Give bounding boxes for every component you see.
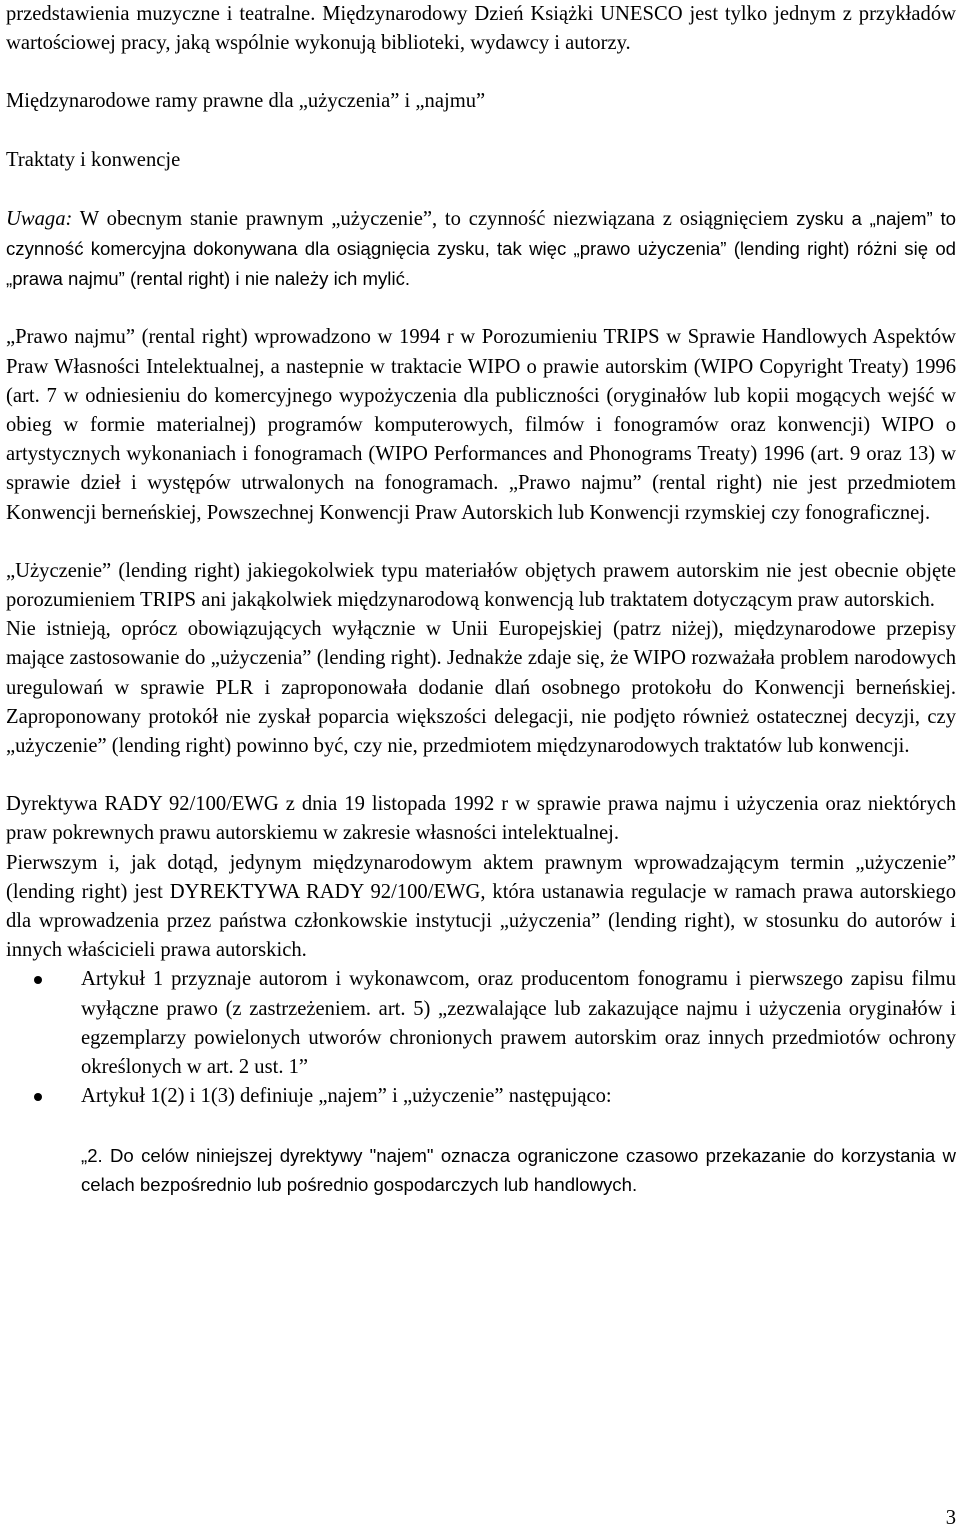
- article-list: [6, 965, 956, 1111]
- note-sans-text: zysku a „najem” to czynność komercyjna dokonywana dla osiągnięcia zysku, tak więc „prawo użyczenia” (lending right) różni się od „prawa najmu” (rental right) i nie należy ich mylić.: [6, 207, 957, 290]
- list-item: [6, 1082, 956, 1111]
- bullet-icon: [34, 976, 42, 984]
- rental-right-paragraph: „Prawo najmu” (rental right) wprowadzono w 1994 r w Porozumieniu TRIPS w Sprawie Handlowych Aspektów Praw Własności Intelektualnej, a nastepnie w traktacie WIPO o prawie autorskim (WIPO Copyright Treaty) 1996 (art. 7 w odniesieniu do komercyjnego wypożyczenia dla publiczności (oryginałów lub kopii mogących wejść w obieg w formie materialnej) programów komputerowych, filmów i fonogramów oraz konwencji) WIPO o artystycznych wykonaniach i fonogramach (WIPO Performances and Phonograms Treaty) 1996 (art. 9 oraz 13) w sprawie dzieł i występów utrwalonych na fonogramach. „Prawo najmu” (rental right) nie jest przedmiotem Konwencji berneńskiej, Powszechnej Konwencji Praw Autorskich lub Konwencji rzymskiej czy fonograficznej.: [6, 326, 956, 524]
- list-item-text: Artykuł 1 przyznaje autorom i wykonawcom, oraz producentom fonogramu i pierwszego zapisu filmu wyłączne prawo (z zastrzeżeniem. art. 5) „zezwalające lub zakazujące najmu i użyczenia oryginałów i egzemplarzy powielonych utworów chronionych prawem autorskim oraz innych przedmiotów ochrony określonych w art. 2 ust. 1”: [81, 968, 956, 1079]
- directive-paragraph: Dyrektywa RADY 92/100/EWG z dnia 19 listopada 1992 r w sprawie prawa najmu i użyczenia oraz niektórych praw pokrewnych prawu autorskiemu w zakresie własności intelektualnej.: [6, 793, 956, 845]
- lending-right-paragraph: „Użyczenie” (lending right) jakiegokolwiek typu materiałów objętych prawem autorskim nie jest obecnie objęte porozumieniem TRIPS ani jakąkolwiek międzynarodową konwencją lub traktatem dotyczącym praw autorskich.: [6, 559, 956, 612]
- definition-quote: „2. Do celów niniejszej dyrektywy "najem" oznacza ograniczone czasowo przekazanie do korzystania w celach bezpośrednio lub pośrednio gospodarczych lub handlowych.: [81, 1144, 956, 1195]
- document-page: [6, 0, 956, 1199]
- intro-paragraph: przedstawienia muzyczne i teatralne. Międzynarodowy Dzień Książki UNESCO jest tylko jednym z przykładów wartościowej pracy, jaką wspólnie wykonują biblioteki, wydawcy i autorzy.: [6, 3, 956, 55]
- first-act-paragraph: Pierwszym i, jak dotąd, jedynym międzynarodowym aktem prawnym wprowadzającym termin „użyczenie” (lending right) jest DYREKTYWA RADY 92/100/EWG, która ustanawia regulacje w ramach prawa autorskiego dla wprowadzenia przez państwa członkowskie instytucji „użyczenia” (lending right), w stosunku do autorów i innych właścicieli prawa autorskich.: [6, 851, 956, 962]
- no-international-rules-paragraph: Nie istnieją, oprócz obowiązujących wyłącznie w Unii Europejskiej (patrz niżej), międzynarodowe przepisy mające zastosowanie do „użyczenia” (lending right). Jednakże zdaje się, że WIPO rozważała problem narodowych uregulowań w sprawie PLR i zaproponowała dodanie dlań osobnego protokołu do Konwencji berneńskiej. Zaproponowany protokół nie zyskał poparcia większości delegacji, nie podjęto również ostatecznej decyzji, czy „użyczenie” (lending right) powinno być, czy nie, przedmiotem międzynarodowych traktatów lub konwencji.: [6, 618, 956, 758]
- bullet-icon: [34, 1093, 42, 1101]
- list-item-text: Artykuł 1(2) i 1(3) definiuje „najem” i „użyczenie” następująco:: [81, 1085, 612, 1108]
- note-label: Uwaga:: [6, 207, 73, 230]
- page-number: 3: [945, 1507, 956, 1529]
- section-heading: Międzynarodowe ramy prawne dla „użyczenia” i „najmu”: [6, 90, 486, 113]
- note-paragraph: [6, 204, 956, 295]
- subsection-heading: Traktaty i konwencje: [6, 148, 181, 171]
- note-serif-text: W obecnym stanie prawnym „użyczenie”, to czynność niezwiązana z osiągnięciem: [79, 207, 789, 230]
- list-item: [6, 965, 956, 1082]
